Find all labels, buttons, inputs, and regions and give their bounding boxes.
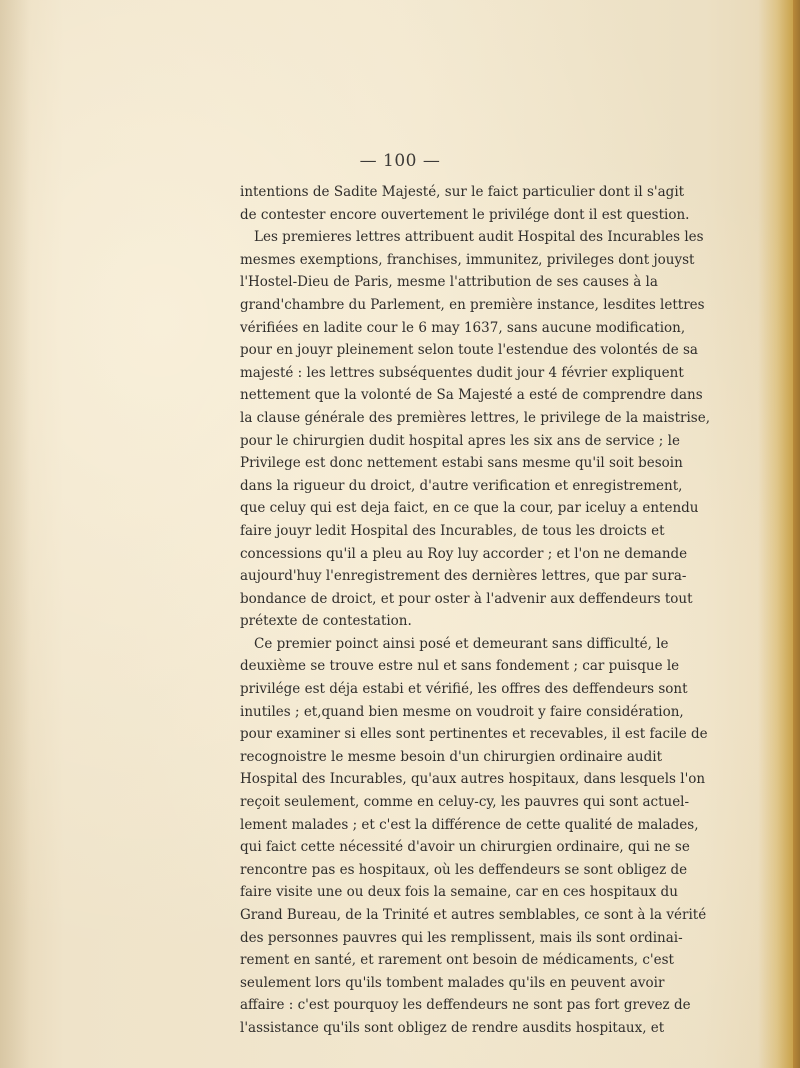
text-line: Ce premier poinct ainsi posé et demeurant sans difficulté, le (254, 635, 669, 652)
text-line: de contester encore ouvertement le privilége dont il est question. (240, 206, 690, 223)
text-line: lement malades ; et c'est la différence de cette qualité de malades, (240, 816, 699, 833)
text-line: prétexte de contestation. (240, 613, 412, 630)
text-line: deuxième se trouve estre nul et sans fondement ; car puisque le (240, 658, 680, 675)
text-line: mesmes exemptions, franchises, immunitez, privileges dont jouyst (240, 251, 695, 268)
text-line: Les premieres lettres attribuent audit Hospital des Incurables les (254, 229, 704, 246)
text-line: reçoit seulement, comme en celuy-cy, les pauvres qui sont actuel- (240, 794, 690, 811)
text-line: pour examiner si elles sont pertinentes et recevables, il est facile de (240, 726, 708, 743)
text-line: dans la rigueur du droict, d'autre verification et enregistrement, (240, 477, 683, 494)
text-line: rement en santé, et rarement ont besoin de médicaments, c'est (240, 952, 674, 969)
text-line: faire jouyr ledit Hospital des Incurables, de tous les droicts et (240, 522, 665, 539)
text-line: majesté : les lettres subséquentes dudit jour 4 février expliquent (240, 364, 684, 381)
text-line: privilége est déja estabi et vérifié, les offres des deffendeurs sont (240, 681, 688, 698)
text-line: faire visite une ou deux fois la semaine, car en ces hospitaux du (240, 884, 678, 901)
text-line: l'Hostel-Dieu de Paris, mesme l'attribution de ses causes à la (240, 274, 658, 291)
text-line: rencontre pas es hospitaux, où les deffendeurs se sont obligez de (240, 861, 688, 878)
text-line: Grand Bureau, de la Trinité et autres semblables, ce sont à la vérité (240, 907, 707, 923)
text-line: vérifiées en ladite cour le 6 may 1637, sans aucune modification, (240, 319, 686, 336)
text-line: des personnes pauvres qui les remplissent, mais ils sont ordinai- (240, 929, 683, 946)
text-line: grand'chambre du Parlement, en première instance, lesdites lettres (240, 296, 705, 313)
text-line: qui faict cette nécessité d'avoir un chirurgien ordinaire, qui ne se (240, 839, 690, 856)
text-line: seulement lors qu'ils tombent malades qu'ils en peuvent avoir (240, 974, 665, 991)
body-text (240, 181, 710, 1040)
text-line: Privilege est donc nettement estabi sans mesme qu'il soit besoin (240, 455, 683, 472)
text-line: aujourd'huy l'enregistrement des dernières lettres, que par sura- (240, 568, 687, 585)
text-line: concessions qu'il a pleu au Roy luy accorder ; et l'on ne demande (240, 545, 688, 562)
text-line: affaire : c'est pourquoy les deffendeurs ne sont pas fort grevez de (240, 997, 691, 1014)
text-line: pour le chirurgien dudit hospital apres les six ans de service ; le (240, 432, 680, 449)
text-line: nettement que la volonté de Sa Majesté a esté de comprendre dans (240, 387, 703, 404)
text-line: inutiles ; et,quand bien mesme on voudroit y faire considération, (240, 703, 684, 720)
page-number: — 100 — (359, 151, 441, 171)
text-line: recognoistre le mesme besoin d'un chirurgien ordinaire audit (240, 748, 662, 765)
text-line: pour en jouyr pleinement selon toute l'estendue des volontés de sa (240, 342, 698, 359)
text-line: Hospital des Incurables, qu'aux autres hospitaux, dans lesquels l'on (240, 771, 706, 788)
text-line: la clause générale des premières lettres, le privilege de la maistrise, (240, 409, 710, 426)
text-line: bondance de droict, et pour oster à l'advenir aux deffendeurs tout (240, 590, 693, 607)
text-line: l'assistance qu'ils sont obligez de rendre ausdits hospitaux, et (240, 1019, 665, 1036)
text-line: intentions de Sadite Majesté, sur le faict particulier dont il s'agit (240, 184, 685, 200)
text-line: que celuy qui est deja faict, en ce que la cour, par iceluy a entendu (240, 500, 699, 517)
